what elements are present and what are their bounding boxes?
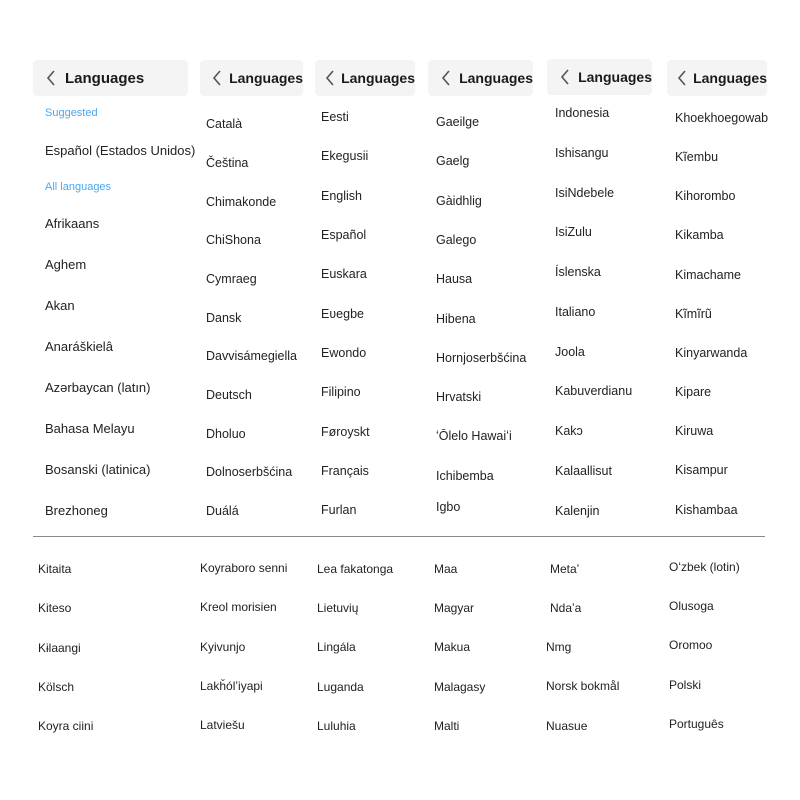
list-item[interactable]: Polski bbox=[669, 678, 702, 692]
list-item[interactable]: Luluhia bbox=[317, 719, 356, 733]
list-item[interactable]: Kiruwa bbox=[675, 424, 714, 438]
list-item[interactable]: Eesti bbox=[321, 110, 349, 124]
list-item[interactable]: Čeština bbox=[206, 156, 249, 170]
list-item[interactable]: Koyraboro senni bbox=[200, 561, 288, 575]
list-item[interactable]: Kakɔ bbox=[555, 424, 583, 438]
list-item[interactable]: English bbox=[321, 189, 362, 203]
list-item[interactable]: Føroyskt bbox=[321, 425, 370, 439]
list-item[interactable]: Ekegusii bbox=[321, 149, 369, 163]
page-title: Languages bbox=[229, 70, 303, 86]
list-item[interactable]: Lea fakatonga bbox=[317, 562, 394, 576]
back-button[interactable] bbox=[200, 60, 303, 96]
list-item[interactable]: Joola bbox=[555, 345, 585, 359]
list-item[interactable]: Oromoo bbox=[669, 638, 713, 652]
chevron-left-icon bbox=[41, 68, 61, 88]
list-item[interactable]: Ewondo bbox=[321, 346, 367, 360]
list-item[interactable]: Cymraeg bbox=[206, 272, 257, 286]
list-item[interactable]: Lietuvių bbox=[317, 601, 359, 615]
list-item[interactable]: Hrvatski bbox=[436, 390, 482, 404]
list-item[interactable]: Kalenjin bbox=[555, 504, 600, 518]
list-item[interactable]: ʻŌlelo Hawaiʻi bbox=[436, 429, 512, 443]
list-item[interactable]: Aghem bbox=[45, 257, 87, 272]
list-item[interactable]: Euskara bbox=[321, 267, 367, 281]
list-item[interactable]: Kölsch bbox=[38, 680, 75, 694]
list-item[interactable]: Malagasy bbox=[434, 680, 486, 694]
divider bbox=[33, 536, 765, 537]
list-item[interactable]: Afrikaans bbox=[45, 216, 100, 231]
chevron-left-icon bbox=[208, 68, 225, 88]
list-item[interactable]: Português bbox=[669, 717, 724, 731]
list-item[interactable]: Deutsch bbox=[206, 388, 252, 402]
list-item[interactable]: Kinyarwanda bbox=[675, 346, 748, 360]
list-item[interactable]: Hornjoserbšćina bbox=[436, 351, 527, 365]
back-button[interactable] bbox=[428, 60, 533, 96]
list-item[interactable]: Filipino bbox=[321, 385, 361, 399]
list-item[interactable]: Ishisangu bbox=[555, 146, 609, 160]
list-item[interactable]: Kĩmĩrũ bbox=[675, 307, 712, 321]
page-title: Languages bbox=[578, 69, 652, 85]
back-button[interactable] bbox=[667, 60, 767, 96]
list-item[interactable]: Ichibemba bbox=[436, 469, 494, 483]
list-item[interactable]: Bosanski (latinica) bbox=[45, 462, 151, 477]
list-item[interactable]: Dolnoserbšćina bbox=[206, 465, 293, 479]
page-title: Languages bbox=[693, 70, 767, 86]
page-title: Languages bbox=[459, 70, 533, 86]
back-button[interactable] bbox=[547, 59, 652, 95]
list-item[interactable]: Igbo bbox=[436, 500, 461, 514]
list-item[interactable]: Hausa bbox=[436, 272, 473, 286]
list-item[interactable]: Ndaʼa bbox=[550, 601, 582, 615]
list-item[interactable]: Latviešu bbox=[200, 718, 245, 732]
list-item[interactable]: Kisampur bbox=[675, 463, 728, 477]
list-item[interactable]: Eʋegbe bbox=[321, 307, 364, 321]
list-item[interactable]: Koyra ciini bbox=[38, 719, 94, 733]
list-item[interactable]: Azərbaycan (latın) bbox=[45, 380, 151, 395]
chevron-left-icon bbox=[675, 68, 689, 88]
list-item[interactable]: Español (Estados Unidos) bbox=[45, 143, 196, 158]
chevron-left-icon bbox=[555, 67, 574, 87]
list-item[interactable]: Français bbox=[321, 464, 369, 478]
list-item[interactable]: Kɨlaangi bbox=[38, 641, 81, 655]
list-item[interactable]: Kihorombo bbox=[675, 189, 736, 203]
list-item[interactable]: Akan bbox=[45, 298, 75, 313]
list-item[interactable]: Anaráškielâ bbox=[45, 339, 113, 354]
list-item[interactable]: Brezhoneg bbox=[45, 503, 108, 518]
list-item[interactable]: Chimakonde bbox=[206, 195, 277, 209]
list-item[interactable]: Gaelg bbox=[436, 154, 470, 168]
list-item[interactable]: Maa bbox=[434, 562, 458, 576]
list-item[interactable]: IsiZulu bbox=[555, 225, 592, 239]
list-item[interactable]: Malti bbox=[434, 719, 460, 733]
list-item[interactable]: Español bbox=[321, 228, 367, 242]
list-item[interactable]: Gaeilge bbox=[436, 115, 480, 129]
chevron-left-icon bbox=[436, 68, 455, 88]
back-button[interactable] bbox=[315, 60, 415, 96]
section-suggested: Suggested bbox=[45, 107, 98, 119]
list-item[interactable]: Kitaita bbox=[38, 562, 72, 576]
list-item[interactable]: Khoekhoegowab bbox=[675, 111, 769, 125]
list-item[interactable]: Kiteso bbox=[38, 601, 72, 615]
chevron-left-icon bbox=[323, 68, 337, 88]
list-item[interactable]: Indonesia bbox=[555, 106, 610, 120]
list-item[interactable]: Kishambaa bbox=[675, 503, 738, 517]
back-button[interactable] bbox=[33, 60, 188, 96]
list-item[interactable]: Kikamba bbox=[675, 228, 724, 242]
list-item[interactable]: Norsk bokmål bbox=[546, 679, 620, 693]
list-item[interactable]: Nuasue bbox=[546, 719, 588, 733]
list-item[interactable]: Kyivunjo bbox=[200, 640, 246, 654]
list-item[interactable]: Dansk bbox=[206, 311, 242, 325]
list-item[interactable]: Hibena bbox=[436, 312, 476, 326]
list-item[interactable]: Kimachame bbox=[675, 268, 741, 282]
list-item[interactable]: Kĩembu bbox=[675, 150, 719, 164]
list-item[interactable]: Dholuo bbox=[206, 427, 246, 441]
list-item[interactable]: Davvisámegiella bbox=[206, 349, 298, 363]
list-item[interactable]: Català bbox=[206, 117, 243, 131]
page-title: Languages bbox=[65, 69, 145, 87]
list-item[interactable]: Kalaallisut bbox=[555, 464, 612, 478]
list-item[interactable]: Magyar bbox=[434, 601, 475, 615]
list-item[interactable]: Nmg bbox=[546, 640, 572, 654]
list-item[interactable]: Duálá bbox=[206, 504, 239, 518]
page-title: Languages bbox=[341, 70, 415, 86]
list-item[interactable]: ChiShona bbox=[206, 233, 261, 247]
list-item[interactable]: Olusoga bbox=[669, 599, 714, 613]
list-item[interactable]: Galego bbox=[436, 233, 477, 247]
section-all-languages: All languages bbox=[45, 181, 112, 193]
list-item[interactable]: Kabuverdianu bbox=[555, 384, 633, 398]
list-item[interactable]: Gàidhlig bbox=[436, 194, 482, 208]
list-item[interactable]: Furlan bbox=[321, 503, 357, 517]
list-item[interactable]: IsiNdebele bbox=[555, 186, 615, 200]
list-item[interactable]: Íslenska bbox=[555, 265, 601, 279]
list-item[interactable]: Luganda bbox=[317, 680, 364, 694]
list-item[interactable]: Kipare bbox=[675, 385, 712, 399]
list-item[interactable]: Bahasa Melayu bbox=[45, 421, 135, 436]
list-item[interactable]: Lingála bbox=[317, 640, 356, 654]
list-item[interactable]: Kreol morisien bbox=[200, 600, 277, 614]
list-item[interactable]: Lakȟólʼiyapi bbox=[200, 679, 263, 693]
list-item[interactable]: Italiano bbox=[555, 305, 596, 319]
list-item[interactable]: Oʻzbek (lotin) bbox=[669, 560, 740, 574]
list-item[interactable]: Makua bbox=[434, 640, 471, 654]
list-item[interactable]: Metaʼ bbox=[550, 562, 580, 576]
